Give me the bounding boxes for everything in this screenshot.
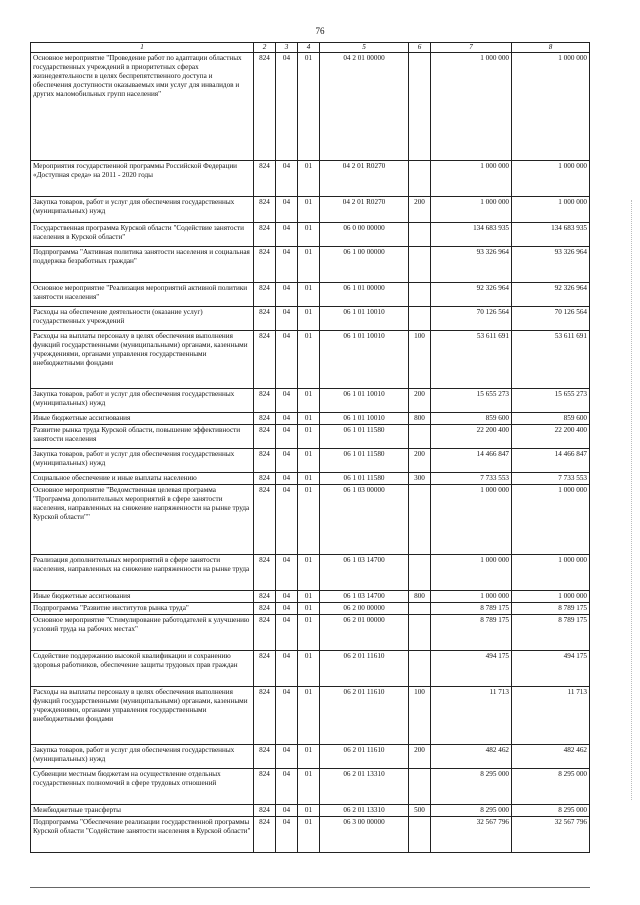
table-row bbox=[31, 161, 590, 197]
row-admin-code: 824 bbox=[254, 413, 276, 425]
row-expense-type bbox=[409, 651, 431, 687]
row-target-article: 06 1 01 10010 bbox=[320, 331, 409, 389]
row-subsection: 01 bbox=[298, 197, 320, 223]
row-amount-2020: 93 326 964 bbox=[512, 247, 590, 283]
row-amount-2019: 53 611 691 bbox=[431, 331, 512, 389]
row-admin-code: 824 bbox=[254, 473, 276, 485]
row-expense-type bbox=[409, 817, 431, 853]
row-subsection: 01 bbox=[298, 53, 320, 161]
row-expense-type bbox=[409, 247, 431, 283]
row-section: 04 bbox=[276, 687, 298, 745]
row-subsection: 01 bbox=[298, 615, 320, 651]
row-subsection: 01 bbox=[298, 687, 320, 745]
row-expense-type bbox=[409, 769, 431, 805]
column-number: 7 bbox=[431, 43, 512, 53]
row-section: 04 bbox=[276, 389, 298, 413]
row-subsection: 01 bbox=[298, 331, 320, 389]
row-amount-2020: 92 326 964 bbox=[512, 283, 590, 307]
row-name: Расходы на обеспечение деятельности (оказание услуг) государственных учреждений bbox=[31, 307, 254, 331]
row-target-article: 06 1 03 00000 bbox=[320, 485, 409, 555]
row-name: Основное мероприятие "Стимулирование работодателей к улучшению условий труда на рабочих местах" bbox=[31, 615, 254, 651]
row-subsection: 01 bbox=[298, 425, 320, 449]
row-subsection: 01 bbox=[298, 805, 320, 817]
table-row bbox=[31, 197, 590, 223]
row-amount-2019: 1 000 000 bbox=[431, 161, 512, 197]
table-row bbox=[31, 425, 590, 449]
row-subsection: 01 bbox=[298, 485, 320, 555]
row-amount-2019: 8 295 000 bbox=[431, 805, 512, 817]
row-section: 04 bbox=[276, 247, 298, 283]
row-admin-code: 824 bbox=[254, 769, 276, 805]
row-target-article: 06 1 03 14700 bbox=[320, 591, 409, 603]
row-subsection: 01 bbox=[298, 223, 320, 247]
row-section: 04 bbox=[276, 331, 298, 389]
row-amount-2020: 8 295 000 bbox=[512, 805, 590, 817]
row-name: Развитие рынка труда Курской области, повышение эффективности занятости населения bbox=[31, 425, 254, 449]
table-row bbox=[31, 413, 590, 425]
column-number: 6 bbox=[409, 43, 431, 53]
row-expense-type bbox=[409, 283, 431, 307]
row-subsection: 01 bbox=[298, 449, 320, 473]
row-section: 04 bbox=[276, 485, 298, 555]
table-row bbox=[31, 389, 590, 413]
row-name: Субвенции местным бюджетам на осуществление отдельных государственных полномочий в сфере трудовых отношений bbox=[31, 769, 254, 805]
row-name: Подпрограмма "Обеспечение реализации государственной программы Курской области "Содействие занятости населения в Курской области" bbox=[31, 817, 254, 853]
row-admin-code: 824 bbox=[254, 485, 276, 555]
table-row bbox=[31, 603, 590, 615]
row-expense-type bbox=[409, 53, 431, 161]
row-section: 04 bbox=[276, 603, 298, 615]
row-amount-2019: 8 295 000 bbox=[431, 769, 512, 805]
row-section: 04 bbox=[276, 223, 298, 247]
row-amount-2019: 22 200 400 bbox=[431, 425, 512, 449]
table-row bbox=[31, 591, 590, 603]
row-target-article: 06 1 01 11580 bbox=[320, 473, 409, 485]
row-expense-type: 200 bbox=[409, 745, 431, 769]
row-subsection: 01 bbox=[298, 247, 320, 283]
table-row bbox=[31, 745, 590, 769]
bottom-rule bbox=[30, 887, 590, 888]
row-amount-2020: 859 600 bbox=[512, 413, 590, 425]
row-amount-2019: 15 655 273 bbox=[431, 389, 512, 413]
row-name: Мероприятия государственной программы Российской Федерации «Доступная среда» на 2011 - 2020 годы bbox=[31, 161, 254, 197]
row-admin-code: 824 bbox=[254, 817, 276, 853]
row-amount-2019: 8 789 175 bbox=[431, 603, 512, 615]
row-admin-code: 824 bbox=[254, 307, 276, 331]
table-row bbox=[31, 817, 590, 853]
table-row bbox=[31, 687, 590, 745]
row-expense-type bbox=[409, 615, 431, 651]
row-amount-2020: 15 655 273 bbox=[512, 389, 590, 413]
row-subsection: 01 bbox=[298, 389, 320, 413]
table-row bbox=[31, 307, 590, 331]
budget-table bbox=[30, 42, 590, 853]
row-amount-2020: 70 126 564 bbox=[512, 307, 590, 331]
row-amount-2019: 92 326 964 bbox=[431, 283, 512, 307]
row-amount-2020: 8 295 000 bbox=[512, 769, 590, 805]
row-admin-code: 824 bbox=[254, 615, 276, 651]
row-amount-2020: 1 000 000 bbox=[512, 161, 590, 197]
row-subsection: 01 bbox=[298, 413, 320, 425]
row-expense-type: 200 bbox=[409, 449, 431, 473]
table-row bbox=[31, 769, 590, 805]
row-amount-2019: 93 326 964 bbox=[431, 247, 512, 283]
row-amount-2020: 1 000 000 bbox=[512, 197, 590, 223]
row-amount-2020: 8 789 175 bbox=[512, 603, 590, 615]
row-target-article: 06 1 03 14700 bbox=[320, 555, 409, 591]
row-subsection: 01 bbox=[298, 591, 320, 603]
row-name: Закупка товаров, работ и услуг для обеспечения государственных (муниципальных) нужд bbox=[31, 197, 254, 223]
row-subsection: 01 bbox=[298, 283, 320, 307]
row-section: 04 bbox=[276, 307, 298, 331]
table-row bbox=[31, 805, 590, 817]
row-target-article: 04 2 01 R0270 bbox=[320, 197, 409, 223]
row-expense-type bbox=[409, 555, 431, 591]
row-section: 04 bbox=[276, 615, 298, 651]
row-target-article: 06 1 01 11580 bbox=[320, 449, 409, 473]
row-amount-2019: 1 000 000 bbox=[431, 197, 512, 223]
row-section: 04 bbox=[276, 161, 298, 197]
row-expense-type: 300 bbox=[409, 473, 431, 485]
row-admin-code: 824 bbox=[254, 449, 276, 473]
row-target-article: 06 0 00 00000 bbox=[320, 223, 409, 247]
row-admin-code: 824 bbox=[254, 555, 276, 591]
page-edge bbox=[630, 200, 632, 800]
row-section: 04 bbox=[276, 555, 298, 591]
row-amount-2020: 1 000 000 bbox=[512, 53, 590, 161]
row-amount-2020: 8 789 175 bbox=[512, 615, 590, 651]
row-amount-2020: 1 000 000 bbox=[512, 591, 590, 603]
row-name: Расходы на выплаты персоналу в целях обеспечения выполнения функций государственными (муниципальными) органами, казенными учреждениями, органами управления государственными внебюджетными фондами bbox=[31, 331, 254, 389]
row-name: Закупка товаров, работ и услуг для обеспечения государственных (муниципальных) нужд bbox=[31, 745, 254, 769]
row-target-article: 06 3 00 00000 bbox=[320, 817, 409, 853]
row-section: 04 bbox=[276, 283, 298, 307]
row-admin-code: 824 bbox=[254, 223, 276, 247]
row-amount-2019: 1 000 000 bbox=[431, 485, 512, 555]
row-subsection: 01 bbox=[298, 161, 320, 197]
row-subsection: 01 bbox=[298, 555, 320, 591]
row-expense-type bbox=[409, 485, 431, 555]
row-admin-code: 824 bbox=[254, 687, 276, 745]
row-expense-type bbox=[409, 603, 431, 615]
row-target-article: 06 2 01 11610 bbox=[320, 687, 409, 745]
row-expense-type: 200 bbox=[409, 389, 431, 413]
row-amount-2019: 70 126 564 bbox=[431, 307, 512, 331]
row-name: Межбюджетные трансферты bbox=[31, 805, 254, 817]
row-admin-code: 824 bbox=[254, 53, 276, 161]
row-section: 04 bbox=[276, 413, 298, 425]
row-subsection: 01 bbox=[298, 745, 320, 769]
row-name: Расходы на выплаты персоналу в целях обеспечения выполнения функций государственными (муниципальными) органами, казенными учреждениями, органами управления государственными внебюджетными фондами bbox=[31, 687, 254, 745]
row-amount-2019: 482 462 bbox=[431, 745, 512, 769]
row-expense-type: 800 bbox=[409, 591, 431, 603]
column-number-row bbox=[31, 43, 590, 53]
row-amount-2020: 32 567 796 bbox=[512, 817, 590, 853]
row-amount-2020: 134 683 935 bbox=[512, 223, 590, 247]
row-admin-code: 824 bbox=[254, 425, 276, 449]
row-section: 04 bbox=[276, 425, 298, 449]
row-admin-code: 824 bbox=[254, 389, 276, 413]
row-amount-2020: 7 733 553 bbox=[512, 473, 590, 485]
row-name: Подпрограмма "Развитие институтов рынка труда" bbox=[31, 603, 254, 615]
row-amount-2019: 8 789 175 bbox=[431, 615, 512, 651]
row-name: Реализация дополнительных мероприятий в сфере занятости населения, направленных на снижение напряженности на рынке труда bbox=[31, 555, 254, 591]
row-section: 04 bbox=[276, 53, 298, 161]
row-target-article: 06 1 01 00000 bbox=[320, 283, 409, 307]
row-expense-type bbox=[409, 161, 431, 197]
table-row bbox=[31, 283, 590, 307]
row-target-article: 04 2 01 R0270 bbox=[320, 161, 409, 197]
row-admin-code: 824 bbox=[254, 283, 276, 307]
row-admin-code: 824 bbox=[254, 805, 276, 817]
row-amount-2019: 14 466 847 bbox=[431, 449, 512, 473]
row-amount-2019: 1 000 000 bbox=[431, 53, 512, 161]
table-row bbox=[31, 53, 590, 161]
row-target-article: 06 2 01 11610 bbox=[320, 651, 409, 687]
row-admin-code: 824 bbox=[254, 745, 276, 769]
row-admin-code: 824 bbox=[254, 331, 276, 389]
row-admin-code: 824 bbox=[254, 161, 276, 197]
row-amount-2020: 53 611 691 bbox=[512, 331, 590, 389]
table-row bbox=[31, 615, 590, 651]
row-admin-code: 824 bbox=[254, 651, 276, 687]
row-amount-2020: 22 200 400 bbox=[512, 425, 590, 449]
row-target-article: 06 1 01 10010 bbox=[320, 307, 409, 331]
row-subsection: 01 bbox=[298, 473, 320, 485]
column-number: 5 bbox=[320, 43, 409, 53]
row-target-article: 06 2 01 11610 bbox=[320, 745, 409, 769]
row-expense-type: 200 bbox=[409, 197, 431, 223]
table-row bbox=[31, 449, 590, 473]
row-target-article: 04 2 01 00000 bbox=[320, 53, 409, 161]
column-number: 2 bbox=[254, 43, 276, 53]
row-name: Иные бюджетные ассигнования bbox=[31, 591, 254, 603]
row-name: Основное мероприятие "Реализация мероприятий активной политики занятости населения" bbox=[31, 283, 254, 307]
row-amount-2020: 482 462 bbox=[512, 745, 590, 769]
row-subsection: 01 bbox=[298, 769, 320, 805]
row-amount-2019: 7 733 553 bbox=[431, 473, 512, 485]
row-amount-2019: 494 175 bbox=[431, 651, 512, 687]
row-subsection: 01 bbox=[298, 603, 320, 615]
row-name: Основное мероприятие "Проведение работ по адаптации областных государственных учреждений в приоритетных сферах жизнедеятельности в целях беспрепятственного доступа и обеспечения доступности оказываемых ими услуг для инвалидов и других маломобильных групп населения" bbox=[31, 53, 254, 161]
row-amount-2019: 32 567 796 bbox=[431, 817, 512, 853]
row-amount-2020: 494 175 bbox=[512, 651, 590, 687]
row-section: 04 bbox=[276, 805, 298, 817]
row-name: Иные бюджетные ассигнования bbox=[31, 413, 254, 425]
row-expense-type: 800 bbox=[409, 413, 431, 425]
row-admin-code: 824 bbox=[254, 591, 276, 603]
row-target-article: 06 2 01 13310 bbox=[320, 805, 409, 817]
row-target-article: 06 1 01 10010 bbox=[320, 389, 409, 413]
row-section: 04 bbox=[276, 817, 298, 853]
row-name: Государственная программа Курской области "Содействие занятости населения в Курской области" bbox=[31, 223, 254, 247]
row-section: 04 bbox=[276, 745, 298, 769]
row-subsection: 01 bbox=[298, 307, 320, 331]
column-number: 8 bbox=[512, 43, 590, 53]
row-amount-2020: 14 466 847 bbox=[512, 449, 590, 473]
row-expense-type bbox=[409, 307, 431, 331]
row-name: Социальное обеспечение и иные выплаты населению bbox=[31, 473, 254, 485]
row-name: Подпрограмма "Активная политика занятости населения и социальная поддержка безработных граждан" bbox=[31, 247, 254, 283]
row-amount-2019: 1 000 000 bbox=[431, 555, 512, 591]
row-section: 04 bbox=[276, 449, 298, 473]
row-target-article: 06 1 00 00000 bbox=[320, 247, 409, 283]
table-row bbox=[31, 651, 590, 687]
row-expense-type: 100 bbox=[409, 331, 431, 389]
column-number: 4 bbox=[298, 43, 320, 53]
row-subsection: 01 bbox=[298, 817, 320, 853]
row-section: 04 bbox=[276, 651, 298, 687]
row-amount-2020: 1 000 000 bbox=[512, 555, 590, 591]
row-amount-2019: 1 000 000 bbox=[431, 591, 512, 603]
table-row bbox=[31, 555, 590, 591]
column-number: 1 bbox=[31, 43, 254, 53]
row-section: 04 bbox=[276, 591, 298, 603]
row-section: 04 bbox=[276, 197, 298, 223]
row-target-article: 06 1 01 10010 bbox=[320, 413, 409, 425]
table-row bbox=[31, 223, 590, 247]
table-row bbox=[31, 473, 590, 485]
table-row bbox=[31, 247, 590, 283]
row-amount-2019: 11 713 bbox=[431, 687, 512, 745]
row-section: 04 bbox=[276, 473, 298, 485]
row-name: Содействие поддержанию высокой квалификации и сохранению здоровья работников, обеспечение защиты трудовых прав граждан bbox=[31, 651, 254, 687]
row-target-article: 06 2 00 00000 bbox=[320, 603, 409, 615]
row-expense-type bbox=[409, 223, 431, 247]
row-target-article: 06 1 01 11580 bbox=[320, 425, 409, 449]
table-row bbox=[31, 485, 590, 555]
row-admin-code: 824 bbox=[254, 603, 276, 615]
row-expense-type: 500 bbox=[409, 805, 431, 817]
row-target-article: 06 2 01 13310 bbox=[320, 769, 409, 805]
row-amount-2019: 859 600 bbox=[431, 413, 512, 425]
page-number: 76 bbox=[315, 26, 325, 36]
row-section: 04 bbox=[276, 769, 298, 805]
row-expense-type: 100 bbox=[409, 687, 431, 745]
row-admin-code: 824 bbox=[254, 247, 276, 283]
row-expense-type bbox=[409, 425, 431, 449]
row-amount-2020: 11 713 bbox=[512, 687, 590, 745]
row-name: Основное мероприятие "Ведомственная целевая программа "Программа дополнительных мероприятий в сфере занятости населения, направленных на снижение напряженности на рынке труда Курской области"" bbox=[31, 485, 254, 555]
row-amount-2020: 1 000 000 bbox=[512, 485, 590, 555]
row-admin-code: 824 bbox=[254, 197, 276, 223]
row-name: Закупка товаров, работ и услуг для обеспечения государственных (муниципальных) нужд bbox=[31, 389, 254, 413]
row-name: Закупка товаров, работ и услуг для обеспечения государственных (муниципальных) нужд bbox=[31, 449, 254, 473]
column-number: 3 bbox=[276, 43, 298, 53]
table-row bbox=[31, 331, 590, 389]
row-subsection: 01 bbox=[298, 651, 320, 687]
row-target-article: 06 2 01 00000 bbox=[320, 615, 409, 651]
row-amount-2019: 134 683 935 bbox=[431, 223, 512, 247]
